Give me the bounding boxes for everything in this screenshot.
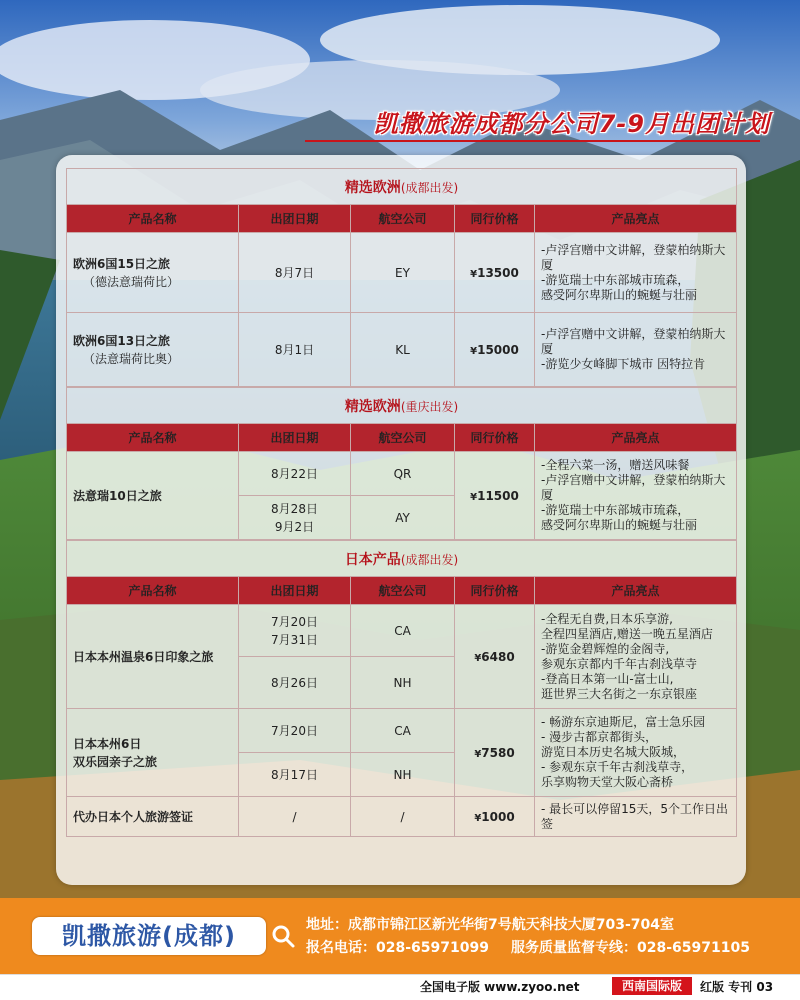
airline: QR bbox=[351, 452, 455, 496]
section-title-row bbox=[67, 169, 737, 205]
edition-website: 全国电子版 www.zyoo.net bbox=[420, 980, 580, 994]
table-row bbox=[67, 313, 737, 387]
price: ¥11500 bbox=[455, 452, 535, 540]
title-underline bbox=[305, 140, 760, 142]
section-europe-chengdu bbox=[66, 168, 737, 387]
address: 地址：成都市锦江区新光华街7号航天科技大厦703-704室 bbox=[306, 917, 674, 933]
table-row bbox=[67, 452, 737, 496]
table-row bbox=[67, 233, 737, 313]
section-title: 日本产品 bbox=[344, 551, 401, 568]
table-row bbox=[67, 797, 737, 837]
header-price: 同行价格 bbox=[455, 424, 535, 452]
price: ¥13500 bbox=[455, 233, 535, 313]
table-header-row bbox=[67, 577, 737, 605]
product-name: 代办日本个人旅游签证 bbox=[67, 797, 239, 837]
airline: EY bbox=[351, 233, 455, 313]
header-highlights: 产品亮点 bbox=[535, 424, 737, 452]
airline: KL bbox=[351, 313, 455, 387]
product-name: 欧洲6国15日之旅 （德法意瑞荷比） bbox=[67, 233, 239, 313]
section-title-row bbox=[67, 388, 737, 424]
search-icon bbox=[270, 923, 296, 949]
contact-phones bbox=[306, 937, 772, 957]
section-japan-chengdu bbox=[66, 540, 737, 837]
airline: / bbox=[351, 797, 455, 837]
header-product-name: 产品名称 bbox=[67, 424, 239, 452]
airline: AY bbox=[351, 496, 455, 540]
header-highlights: 产品亮点 bbox=[535, 577, 737, 605]
header-airline: 航空公司 bbox=[351, 577, 455, 605]
header-product-name: 产品名称 bbox=[67, 205, 239, 233]
product-name: 日本本州温泉6日印象之旅 bbox=[67, 605, 239, 709]
airline: NH bbox=[351, 657, 455, 709]
price: ¥15000 bbox=[455, 313, 535, 387]
highlights: - 最长可以停留15天，5个工作日出签 bbox=[535, 797, 737, 837]
header-departure-date: 出团日期 bbox=[239, 205, 351, 233]
price: ¥6480 bbox=[455, 605, 535, 709]
departure-date: 8月1日 bbox=[239, 313, 351, 387]
price: ¥7580 bbox=[455, 709, 535, 797]
departure-date: 8月26日 bbox=[239, 657, 351, 709]
page-title: 凯撒旅游成都分公司7-9月出团计划 bbox=[373, 110, 770, 138]
edition-page: 红版 专刊 03 bbox=[700, 980, 774, 994]
table-row bbox=[67, 709, 737, 753]
table-header-row bbox=[67, 205, 737, 233]
airline: CA bbox=[351, 709, 455, 753]
header-price: 同行价格 bbox=[455, 577, 535, 605]
departure-date: 8月28日 9月2日 bbox=[239, 496, 351, 540]
section-subtitle: (重庆出发) bbox=[400, 399, 459, 414]
header-departure-date: 出团日期 bbox=[239, 577, 351, 605]
departure-date: 7月20日 bbox=[239, 709, 351, 753]
registration-phone: 报名电话：028-65971099 bbox=[306, 940, 489, 956]
section-subtitle: (成都出发) bbox=[400, 552, 459, 567]
highlights: -卢浮宫赠中文讲解，登蒙柏纳斯大厦 -游览瑞士中东部城市琉森， 感受阿尔卑斯山的蜿蜒与壮丽 bbox=[535, 233, 737, 313]
airline: CA bbox=[351, 605, 455, 657]
highlights: -卢浮宫赠中文讲解，登蒙柏纳斯大厦 -游览少女峰脚下城市 因特拉肯 bbox=[535, 313, 737, 387]
highlights: -全程六菜一汤，赠送风味餐 -卢浮宫赠中文讲解，登蒙柏纳斯大厦 -游览瑞士中东部城市琉森， 感受阿尔卑斯山的蜿蜒与壮丽 bbox=[535, 452, 737, 540]
table-header-row bbox=[67, 424, 737, 452]
header-product-name: 产品名称 bbox=[67, 577, 239, 605]
section-europe-chongqing bbox=[66, 387, 737, 540]
departure-date: 8月17日 bbox=[239, 753, 351, 797]
airline: NH bbox=[351, 753, 455, 797]
header-airline: 航空公司 bbox=[351, 205, 455, 233]
header-highlights: 产品亮点 bbox=[535, 205, 737, 233]
product-name: 欧洲6国13日之旅 （法意瑞荷比奥） bbox=[67, 313, 239, 387]
highlights: -全程无自费,日本乐享游, 全程四星酒店,赠送一晚五星酒店 -游览金碧辉煌的金阁寺, 参观东京都内千年古刹浅草寺 -登高日本第一山-富士山, 逛世界三大名街之一东京银座 bbox=[535, 605, 737, 709]
header-airline: 航空公司 bbox=[351, 424, 455, 452]
departure-date: 8月7日 bbox=[239, 233, 351, 313]
price: ¥1000 bbox=[455, 797, 535, 837]
product-name: 日本本州6日 双乐园亲子之旅 bbox=[67, 709, 239, 797]
departure-date: 7月20日 7月31日 bbox=[239, 605, 351, 657]
section-title-row bbox=[67, 541, 737, 577]
departure-date: 8月22日 bbox=[239, 452, 351, 496]
header-departure-date: 出团日期 bbox=[239, 424, 351, 452]
table-row bbox=[67, 605, 737, 657]
schedule-tables bbox=[66, 168, 736, 837]
departure-date: / bbox=[239, 797, 351, 837]
section-subtitle: (成都出发) bbox=[400, 180, 459, 195]
section-title: 精选欧洲 bbox=[344, 179, 401, 196]
brand-name: 凯撒旅游(成都) bbox=[62, 922, 236, 950]
edition-badge: 西南国际版 bbox=[612, 977, 692, 995]
header-price: 同行价格 bbox=[455, 205, 535, 233]
highlights: - 畅游东京迪斯尼，富士急乐园 - 漫步古都京都街头， 游览日本历史名城大阪城， - 参观东京千年古刹浅草寺， 乐享购物天堂大阪心斋桥 bbox=[535, 709, 737, 797]
product-name: 法意瑞10日之旅 bbox=[67, 452, 239, 540]
service-phone: 服务质量监督专线：028-65971105 bbox=[510, 940, 750, 956]
section-title: 精选欧洲 bbox=[344, 398, 401, 415]
